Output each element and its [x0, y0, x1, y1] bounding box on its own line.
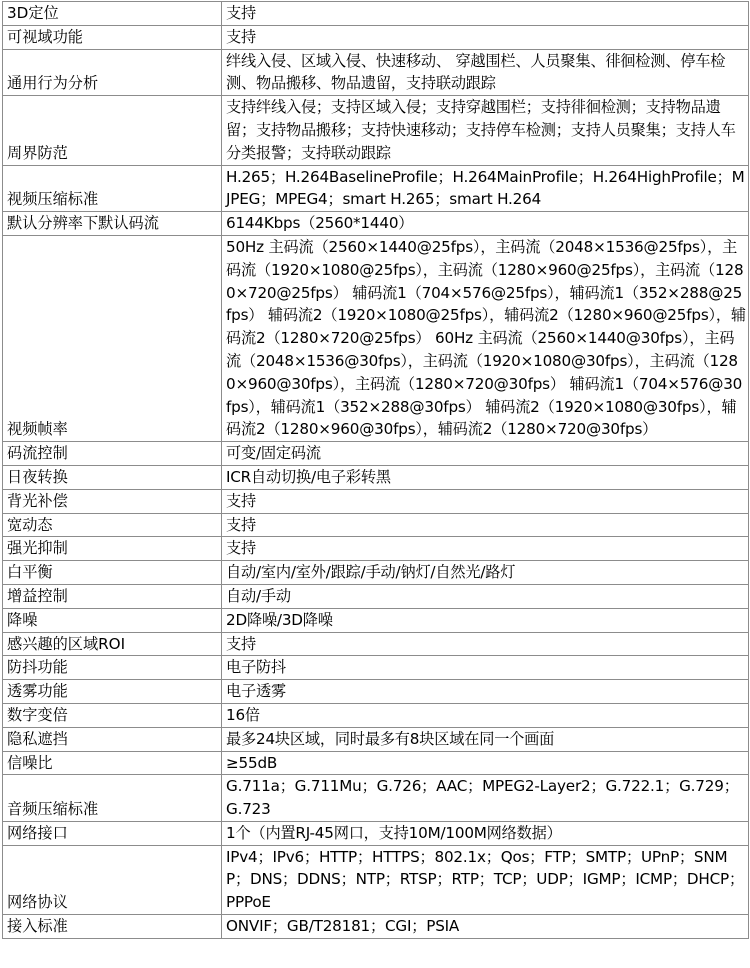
row-value: 支持	[222, 537, 749, 561]
row-label: 信噪比	[3, 751, 222, 775]
row-label: 数字变倍	[3, 703, 222, 727]
row-label: 降噪	[3, 608, 222, 632]
table-row	[3, 680, 749, 704]
table-row	[3, 2, 749, 26]
table-row	[3, 49, 749, 96]
table-row	[3, 915, 749, 939]
row-label: 音频压缩标准	[3, 775, 222, 822]
row-value: 50Hz 主码流（2560×1440@25fps），主码流（2048×1536@25fps），主码流（1920×1080@25fps），主码流（1280×960@25fps），主码流（1280×720@25fps） 辅码流1（704×576@25fps），辅码流1（352×288@25fps） 辅码流2（1920×1080@25fps），辅码流2（1280×960@25fps），辅码流2（1280×720@25fps） 60Hz 主码流（2560×1440@30fps），主码流（2048×1536@30fps），主码流（1920×1080@30fps），主码流（1280×960@30fps），主码流（1280×720@30fps） 辅码流1（704×576@30fps），辅码流1（352×288@30fps） 辅码流2（1920×1080@30fps），辅码流2（1280×960@30fps），辅码流2（1280×720@30fps）	[222, 235, 749, 441]
row-label: 增益控制	[3, 584, 222, 608]
row-label: 背光补偿	[3, 489, 222, 513]
row-value: 绊线入侵、区域入侵、快速移动、 穿越围栏、人员聚集、徘徊检测、停车检测、物品搬移、物品遗留，支持联动跟踪	[222, 49, 749, 96]
table-row	[3, 96, 749, 165]
row-value: ≥55dB	[222, 751, 749, 775]
table-row	[3, 489, 749, 513]
table-row	[3, 584, 749, 608]
row-value: 最多24块区域，同时最多有8块区域在同一个画面	[222, 727, 749, 751]
row-value: 支持	[222, 2, 749, 26]
table-row	[3, 751, 749, 775]
row-value: IPv4；IPv6；HTTP；HTTPS；802.1x；Qos；FTP；SMTP；UPnP；SNMP；DNS；DDNS；NTP；RTSP；RTP；TCP；UDP；IGMP；ICMP；DHCP；PPPoE	[222, 845, 749, 914]
row-label: 日夜转换	[3, 465, 222, 489]
row-value: ONVIF；GB/T28181；CGI；PSIA	[222, 915, 749, 939]
row-value: 2D降噪/3D降噪	[222, 608, 749, 632]
row-value: G.711a；G.711Mu；G.726；AAC；MPEG2-Layer2；G.722.1；G.729；G.723	[222, 775, 749, 822]
row-value: 6144Kbps（2560*1440）	[222, 212, 749, 236]
row-label: 强光抑制	[3, 537, 222, 561]
row-value: 自动/室内/室外/跟踪/手动/钠灯/自然光/路灯	[222, 561, 749, 585]
row-value: 电子透雾	[222, 680, 749, 704]
row-label: 可视域功能	[3, 25, 222, 49]
row-label: 周界防范	[3, 96, 222, 165]
row-value: 电子防抖	[222, 656, 749, 680]
table-row	[3, 465, 749, 489]
table-row	[3, 442, 749, 466]
row-label: 默认分辨率下默认码流	[3, 212, 222, 236]
row-value: 支持	[222, 632, 749, 656]
table-row	[3, 632, 749, 656]
table-row	[3, 165, 749, 212]
row-label: 网络接口	[3, 821, 222, 845]
table-row	[3, 513, 749, 537]
row-label: 白平衡	[3, 561, 222, 585]
table-row	[3, 845, 749, 914]
spec-table	[2, 1, 749, 939]
table-row	[3, 775, 749, 822]
table-row	[3, 656, 749, 680]
table-row	[3, 212, 749, 236]
table-row	[3, 703, 749, 727]
row-label: 3D定位	[3, 2, 222, 26]
row-value: 1个（内置RJ-45网口，支持10M/100M网络数据）	[222, 821, 749, 845]
row-label: 防抖功能	[3, 656, 222, 680]
row-label: 感兴趣的区域ROI	[3, 632, 222, 656]
table-row	[3, 561, 749, 585]
row-label: 透雾功能	[3, 680, 222, 704]
row-label: 接入标准	[3, 915, 222, 939]
row-label: 宽动态	[3, 513, 222, 537]
table-row	[3, 25, 749, 49]
row-label: 视频压缩标准	[3, 165, 222, 212]
row-label: 视频帧率	[3, 235, 222, 441]
row-value: 支持	[222, 25, 749, 49]
table-row	[3, 727, 749, 751]
table-row	[3, 821, 749, 845]
row-value: H.265；H.264BaselineProfile；H.264MainProfile；H.264HighProfile；MJPEG；MPEG4；smart H.265；smart H.264	[222, 165, 749, 212]
row-value: 可变/固定码流	[222, 442, 749, 466]
row-label: 码流控制	[3, 442, 222, 466]
row-value: 自动/手动	[222, 584, 749, 608]
table-row	[3, 235, 749, 441]
row-label: 隐私遮挡	[3, 727, 222, 751]
row-value: 支持	[222, 489, 749, 513]
table-row	[3, 537, 749, 561]
row-value: 支持绊线入侵；支持区域入侵；支持穿越围栏；支持徘徊检测；支持物品遗留；支持物品搬移；支持快速移动；支持停车检测；支持人员聚集；支持人车分类报警；支持联动跟踪	[222, 96, 749, 165]
row-value: 16倍	[222, 703, 749, 727]
row-value: 支持	[222, 513, 749, 537]
row-label: 网络协议	[3, 845, 222, 914]
row-value: ICR自动切换/电子彩转黑	[222, 465, 749, 489]
table-row	[3, 608, 749, 632]
row-label: 通用行为分析	[3, 49, 222, 96]
